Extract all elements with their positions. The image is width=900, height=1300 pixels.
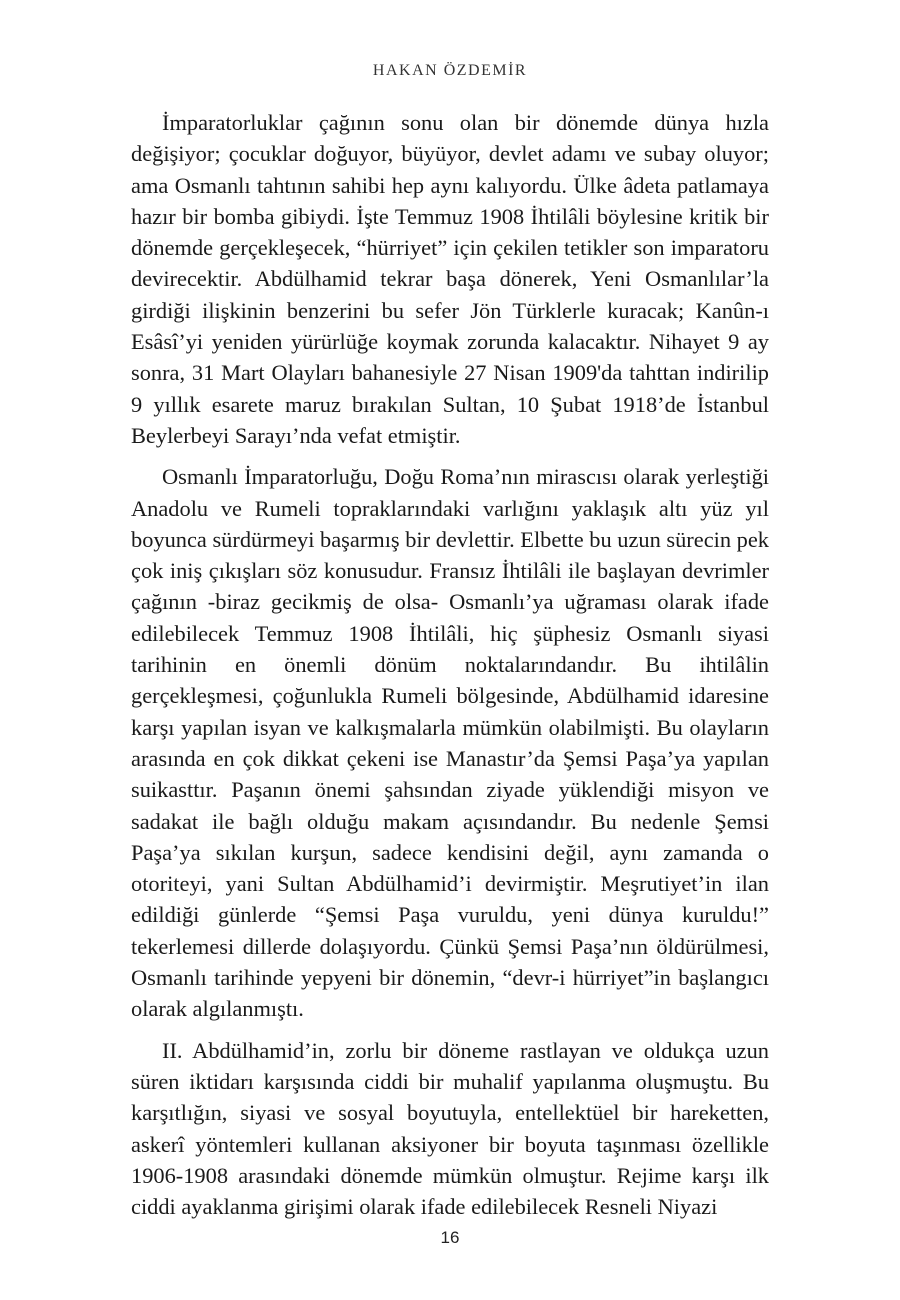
paragraph-1: İmparatorluklar çağının sonu olan bir dönemde dünya hızla değişiyor; çocuklar doğuyor, büyüyor, devlet adamı ve subay oluyor; ama Osmanlı tahtının sahibi hep aynı kalıyordu. Ülke âdeta patlamaya hazır bir bomba gibiydi. İşte Temmuz 1908 İhtilâli böylesine kritik bir dönemde gerçekleşecek, “hürriyet” için çekilen tetikler son imparatoru devirecektir. Abdülhamid tekrar başa dönerek, Yeni Osmanlılar’la girdiği ilişkinin benzerini bu sefer Jön Türklerle kuracak; Kanûn-ı Esâsî’yi yeniden yürürlüğe koymak zorunda kalacaktır. Nihayet 9 ay sonra, 31 Mart Olayları bahanesiyle 27 Nisan 1909'da tahttan indirilip 9 yıllık esarete maruz bırakılan Sultan, 10 Şubat 1918’de İstanbul Beylerbeyi Sarayı’nda vefat etmiştir. (131, 110, 769, 448)
paragraph-2: Osmanlı İmparatorluğu, Doğu Roma’nın mirascısı olarak yerleştiği Anadolu ve Rumeli topraklarındaki varlığını yaklaşık altı yüz yıl boyunca sürdürmeyi başarmış bir devlettir. Elbette bu uzun sürecin pek çok iniş çıkışları söz konusudur. Fransız İhtilâli ile başlayan devrimler çağının -biraz gecikmiş de olsa- Osmanlı’ya uğraması olarak ifade edilebilecek Temmuz 1908 İhtilâli, hiç şüphesiz Osmanlı siyasi tarihinin en önemli dönüm noktalarındandır. Bu ihtilâlin gerçekleşmesi, çoğunlukla Rumeli bölgesinde, Abdülhamid idaresine karşı yapılan isyan ve kalkışmalarla mümkün olabilmişti. Bu olayların arasında en çok dikkat çekeni ise Manastır’da Şemsi Paşa’ya yapılan suikasttır. Paşanın önemi şahsından ziyade yüklendiği misyon ve sadakat ile bağlı olduğu makam açısındandır. Bu nedenle Şemsi Paşa’ya sıkılan kurşun, sadece kendisini değil, aynı zamanda o otoriteyi, yani Sultan Abdülhamid’i devirmiştir. Meşrutiyet’in ilan edildiği günlerde “Şemsi Paşa vuruldu, yeni dünya kuruldu!” tekerlemesi dillerde dolaşıyordu. Çünkü Şemsi Paşa’nın öldürülmesi, Osmanlı tarihinde yepyeni bir dönemin, “devr-i hürriyet”in başlangıcı olarak algılanmıştı. (131, 464, 769, 1022)
body-text (131, 107, 769, 1232)
running-header: HAKAN ÖZDEMİR (372, 62, 528, 79)
paragraph-3: II. Abdülhamid’in, zorlu bir döneme rastlayan ve oldukça uzun süren iktidarı karşısında ciddi bir muhalif yapılanma oluşmuştu. Bu karşıtlığın, siyasi ve sosyal boyutuyla, entellektüel bir hareketten, askerî yöntemleri kullanan aksiyoner bir boyuta taşınması özellikle 1906-1908 arasındaki dönemde mümkün olmuştur. Rejime karşı ilk ciddi ayaklanma girişimi olarak ifade edilebilecek Resneli Niyazi (131, 1037, 769, 1220)
page-number: 16 (440, 1228, 460, 1247)
